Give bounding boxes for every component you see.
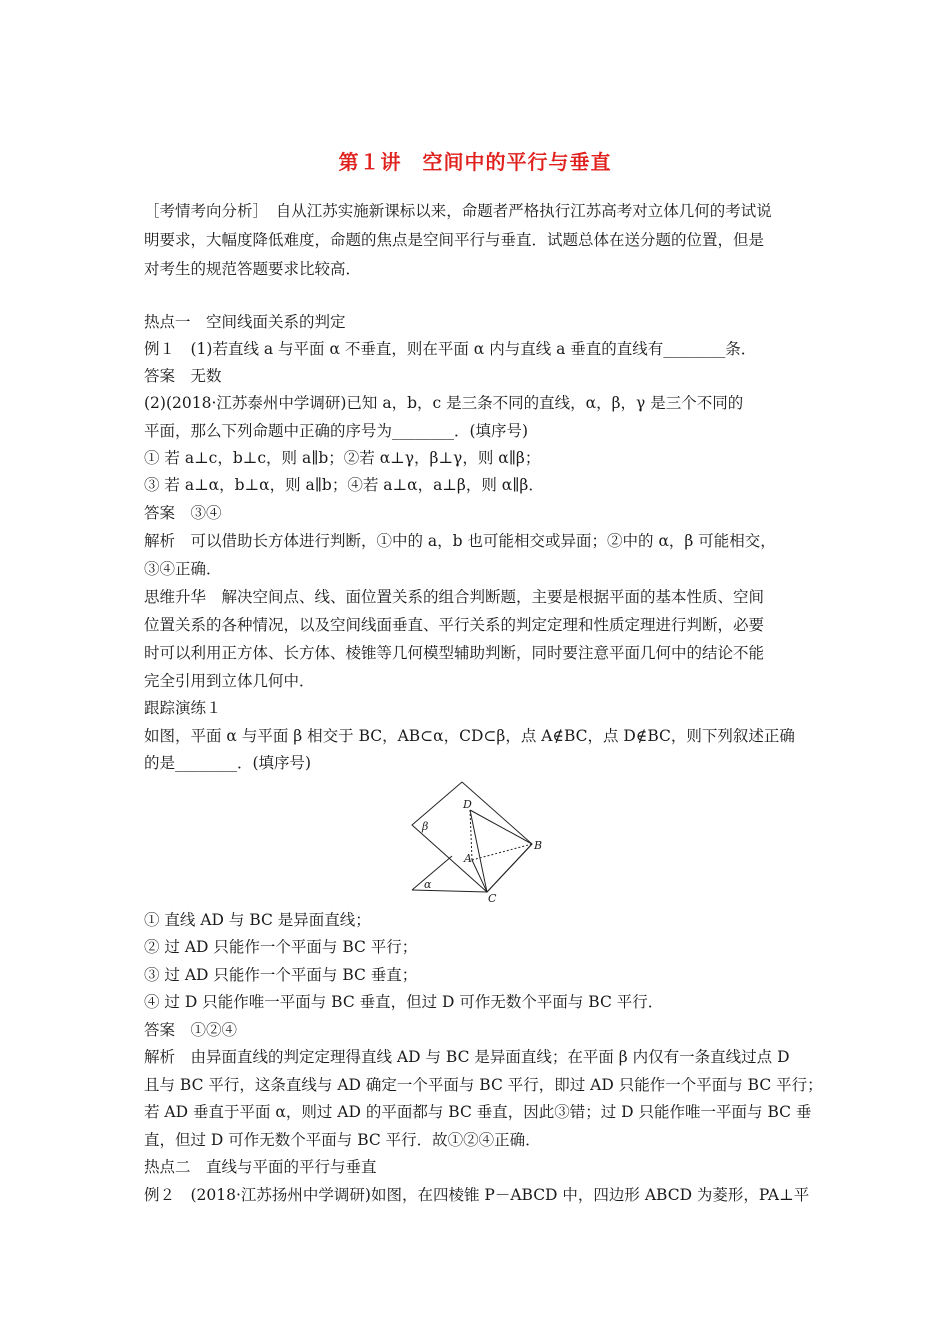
segment-AC — [472, 860, 487, 892]
answer-line: 答案 ③④ — [144, 504, 222, 522]
intro-line: ［考情考向分析］ 自从江苏实施新课标以来，命题者严格执行江苏高考对立体几何的考试说 — [144, 202, 772, 220]
geometry-figure — [400, 780, 550, 905]
summary-line: 思维升华 解决空间点、线、面位置关系的组合判断题，主要是根据平面的基本性质、空间 — [144, 588, 765, 606]
analysis-line: 解析 可以借助长方体进行判断，①中的 a，b 也可能相交或异面；②中的 α，β 可能相交， — [144, 532, 776, 550]
analysis-line: 直，但过 D 可作无数个平面与 BC 平行．故①②④正确． — [144, 1131, 541, 1149]
plane-beta — [412, 782, 532, 892]
section-heading-1: 热点一 空间线面关系的判定 — [144, 313, 346, 331]
summary-line: 完全引用到立体几何中． — [144, 672, 315, 690]
intro-line: 对考生的规范答题要求比较高． — [144, 260, 362, 278]
analysis-line: 解析 由异面直线的判定定理得直线 AD 与 BC 是异面直线；在平面 β 内仅有一条直线过点 D — [144, 1048, 790, 1066]
summary-line: 时可以利用正方体、长方体、棱锥等几何模型辅助判断，同时要注意平面几何中的结论不能 — [144, 644, 765, 662]
intro-line: 明要求，大幅度降低难度，命题的焦点是空间平行与垂直．试题总体在送分题的位置，但是 — [144, 231, 765, 249]
analysis-line: 若 AD 垂直于平面 α，则过 AD 的平面都与 BC 垂直，因此③错；过 D 只能作唯一平面与 BC 垂 — [144, 1103, 812, 1121]
tracking-line: 的是________．(填序号) — [144, 754, 312, 772]
label-alpha: α — [424, 878, 432, 891]
example-1-line: ③ 若 a⊥α，b⊥α，则 a∥b；④若 a⊥α，a⊥β，则 α∥β． — [144, 476, 544, 494]
analysis-line: ③④正确． — [144, 560, 222, 578]
answer-line: 答案 无数 — [144, 367, 222, 385]
option-line: ④ 过 D 只能作唯一平面与 BC 垂直，但过 D 可作无数个平面与 BC 平行． — [144, 993, 664, 1011]
label-beta: β — [422, 820, 429, 833]
label-A: A — [464, 852, 472, 865]
label-D: D — [463, 798, 472, 811]
example-1-line: 例１ (1)若直线 a 与平面 α 不垂直，则在平面 α 内与直线 a 垂直的直线有________条． — [144, 340, 757, 358]
analysis-line: 且与 BC 平行，这条直线与 AD 确定一个平面与 BC 平行，即过 AD 只能作一个平面与 BC 平行； — [144, 1076, 823, 1094]
segment-DB — [470, 810, 532, 844]
answer-line: 答案 ①②④ — [144, 1021, 238, 1039]
example-1-line: (2)(2018·江苏泰州中学调研)已知 a，b，c 是三条不同的直线，α，β，γ 是三个不同的 — [144, 394, 744, 412]
label-C: C — [488, 892, 497, 905]
option-line: ③ 过 AD 只能作一个平面与 BC 垂直； — [144, 966, 418, 984]
option-line: ② 过 AD 只能作一个平面与 BC 平行； — [144, 938, 418, 956]
tracking-line: 如图，平面 α 与平面 β 相交于 BC，AB⊂α，CD⊂β，点 A∉BC，点 D∉BC，则下列叙述正确 — [144, 727, 795, 745]
summary-line: 位置关系的各种情况，以及空间线面垂直、平行关系的判定定理和性质定理进行判断，必要 — [144, 616, 765, 634]
example-2-line: 例２ (2018·江苏扬州中学调研)如图，在四棱锥 P－ABCD 中，四边形 ABCD 为菱形，PA⊥平 — [144, 1186, 810, 1204]
section-heading-2: 热点二 直线与平面的平行与垂直 — [144, 1158, 377, 1176]
example-1-line: ① 若 a⊥c，b⊥c，则 a∥b；②若 α⊥γ，β⊥γ，则 α∥β； — [144, 449, 541, 467]
option-line: ① 直线 AD 与 BC 是异面直线； — [144, 911, 371, 929]
page-title: 第１讲 空间中的平行与垂直 — [338, 150, 612, 174]
tracking-heading: 跟踪演练１ — [144, 699, 222, 717]
segment-AB — [472, 844, 532, 860]
example-1-line: 平面，那么下列命题中正确的序号为________．(填序号) — [144, 422, 529, 440]
label-B: B — [534, 839, 543, 852]
